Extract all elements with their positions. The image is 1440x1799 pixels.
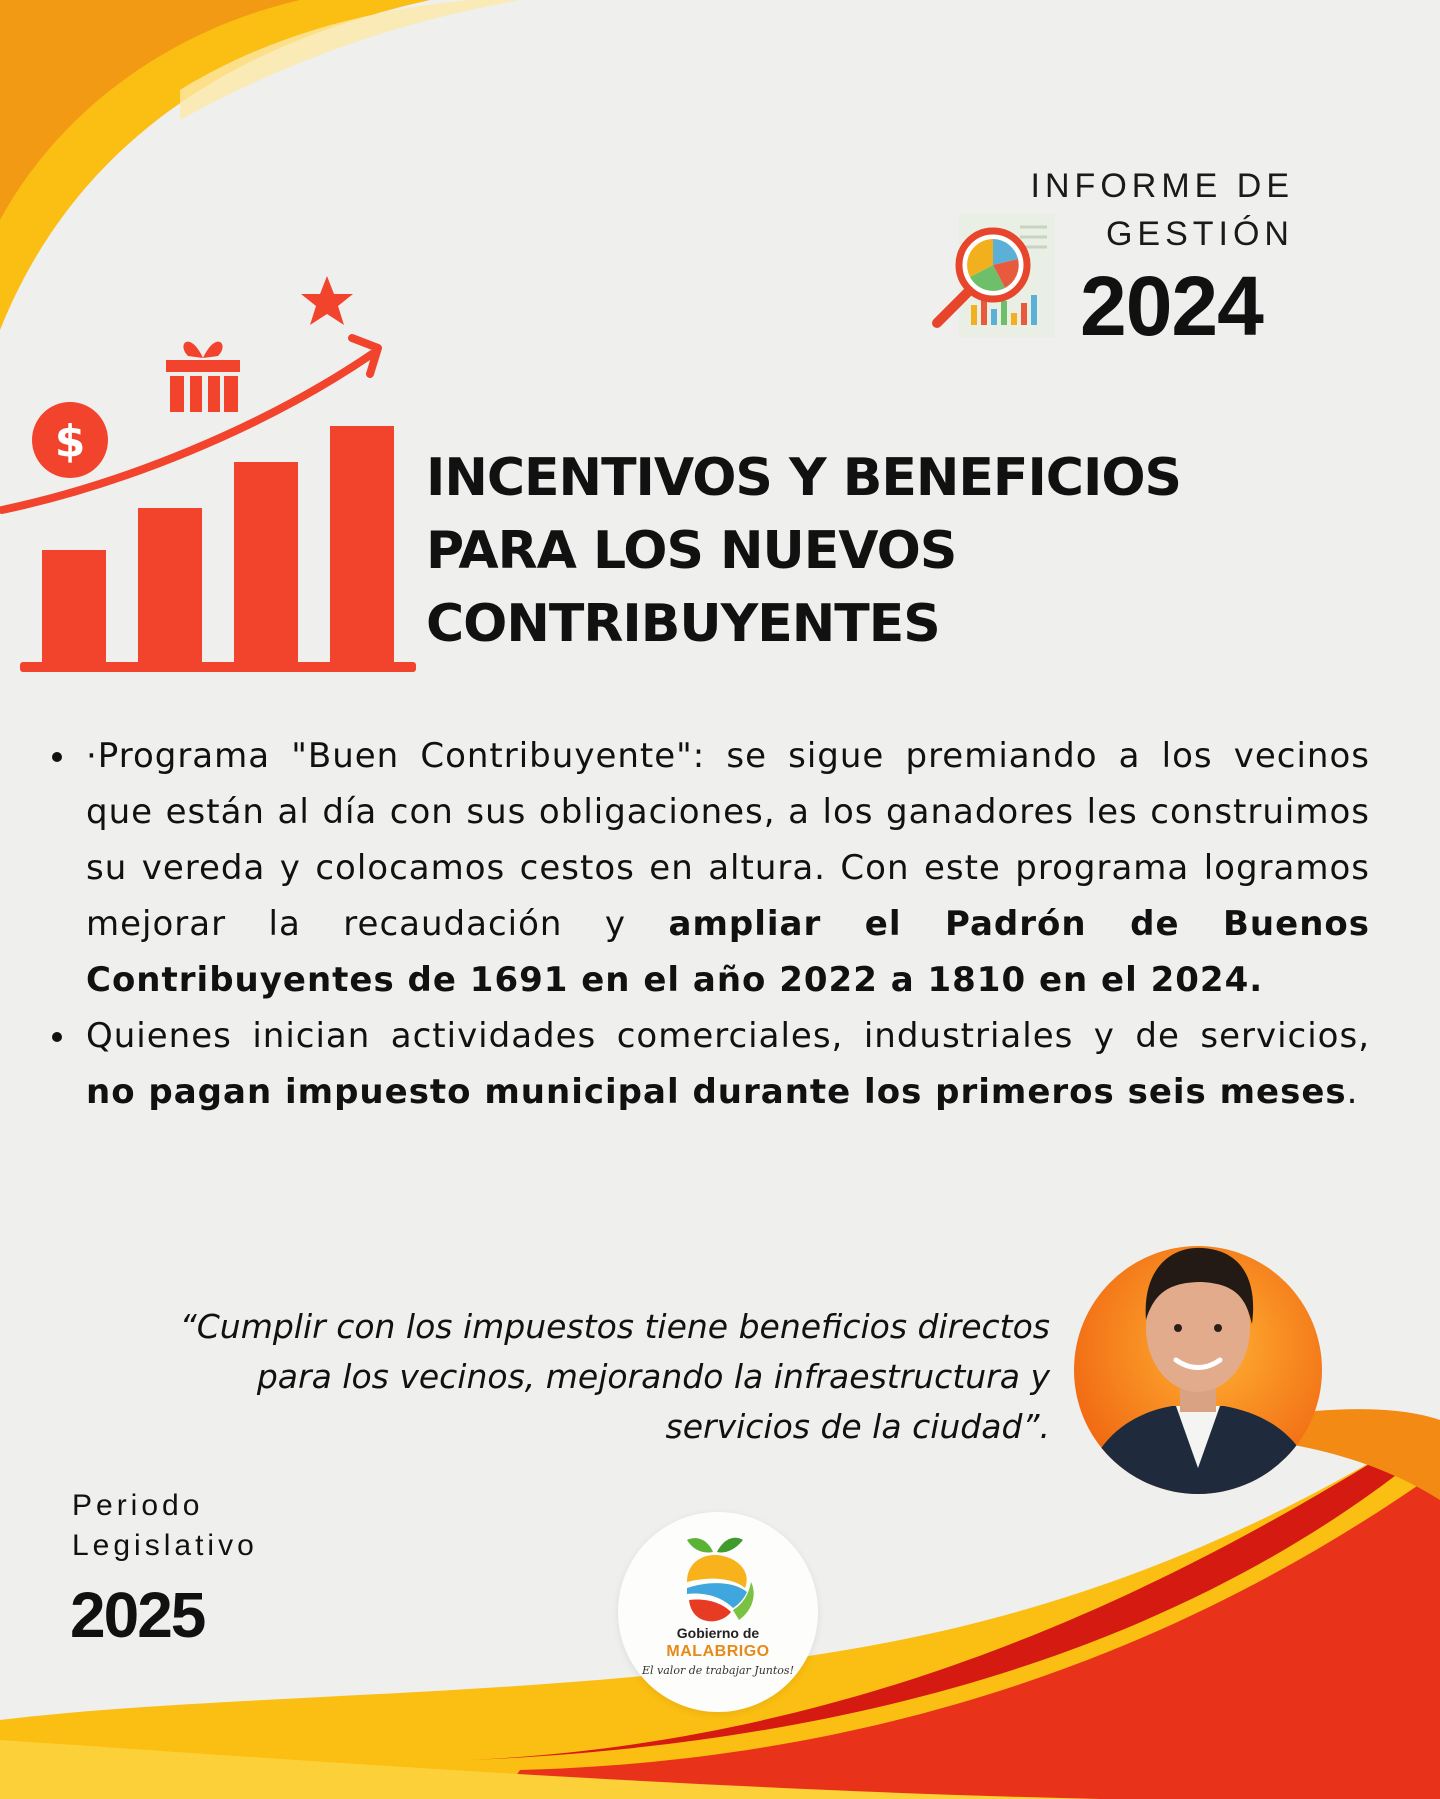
quote-line1: “Cumplir con los impuestos tiene beneficios directos — [179, 1307, 1050, 1346]
quote-line3: servicios de la ciudad”. — [665, 1407, 1050, 1446]
report-magnifier-icon — [925, 205, 1065, 345]
growth-bar-1 — [42, 550, 106, 662]
mayor-quote — [90, 1302, 1050, 1452]
growth-baseline — [20, 662, 416, 672]
fruit-logo-icon — [673, 1530, 763, 1630]
title-line2: PARA LOS NUEVOS — [426, 521, 957, 581]
growth-bar-2 — [138, 508, 202, 662]
bullet-bold-text: no pagan impuesto municipal durante los primeros seis meses — [86, 1072, 1347, 1112]
gift-icon — [166, 342, 240, 412]
star-icon — [301, 276, 353, 325]
period-line2: Legislativo — [72, 1529, 258, 1562]
logo-text-line2: MALABRIGO — [666, 1643, 770, 1660]
bullet-tail: . — [1346, 1072, 1359, 1112]
dollar-coin-icon — [32, 402, 108, 478]
growth-bar-3 — [234, 462, 298, 662]
growth-chart-icon — [0, 270, 420, 680]
period-line1: Periodo — [72, 1489, 204, 1522]
title-line1: INCENTIVOS Y BENEFICIOS — [426, 448, 1181, 508]
benefits-list — [40, 728, 1370, 1120]
logo-text-line1: Gobierno de — [676, 1625, 760, 1641]
title-line3: CONTRIBUYENTES — [426, 594, 940, 654]
bullet-text: ·Programa "Buen Contribuyente": se sigue premiando a los vecinos que están al día con sus obligaciones, a los ganadores les construimos su vereda y colocamos cestos en altura. Con este programa logramos mejorar la recaudación y — [86, 736, 1370, 944]
bullet-bold-text: ampliar el Padrón de Buenos Contribuyentes de 1691 en el año 2022 a 1810 en el 2024. — [86, 904, 1370, 1000]
list-item — [40, 1008, 1370, 1120]
page-title — [426, 442, 1326, 661]
bullet-dot — [52, 752, 62, 762]
report-label-line2: GESTIÓN — [1105, 215, 1294, 253]
svg-text:$: $ — [54, 416, 86, 467]
bullet-dot — [52, 1032, 62, 1042]
legislative-period — [72, 1486, 258, 1566]
mayor-portrait — [1072, 1228, 1324, 1496]
growth-bar-4 — [330, 426, 394, 662]
period-year: 2025 — [70, 1579, 205, 1651]
report-year: 2024 — [1080, 259, 1263, 353]
report-label-line1: INFORME DE — [1030, 167, 1294, 205]
bullet-text: Quienes inician actividades comerciales, industriales y de servicios, — [86, 1016, 1370, 1056]
municipality-logo — [618, 1512, 818, 1712]
quote-line2: para los vecinos, mejorando la infraestructura y — [256, 1357, 1050, 1396]
list-item — [40, 728, 1370, 1008]
logo-tagline: El valor de trabajar Juntos! — [641, 1664, 794, 1677]
